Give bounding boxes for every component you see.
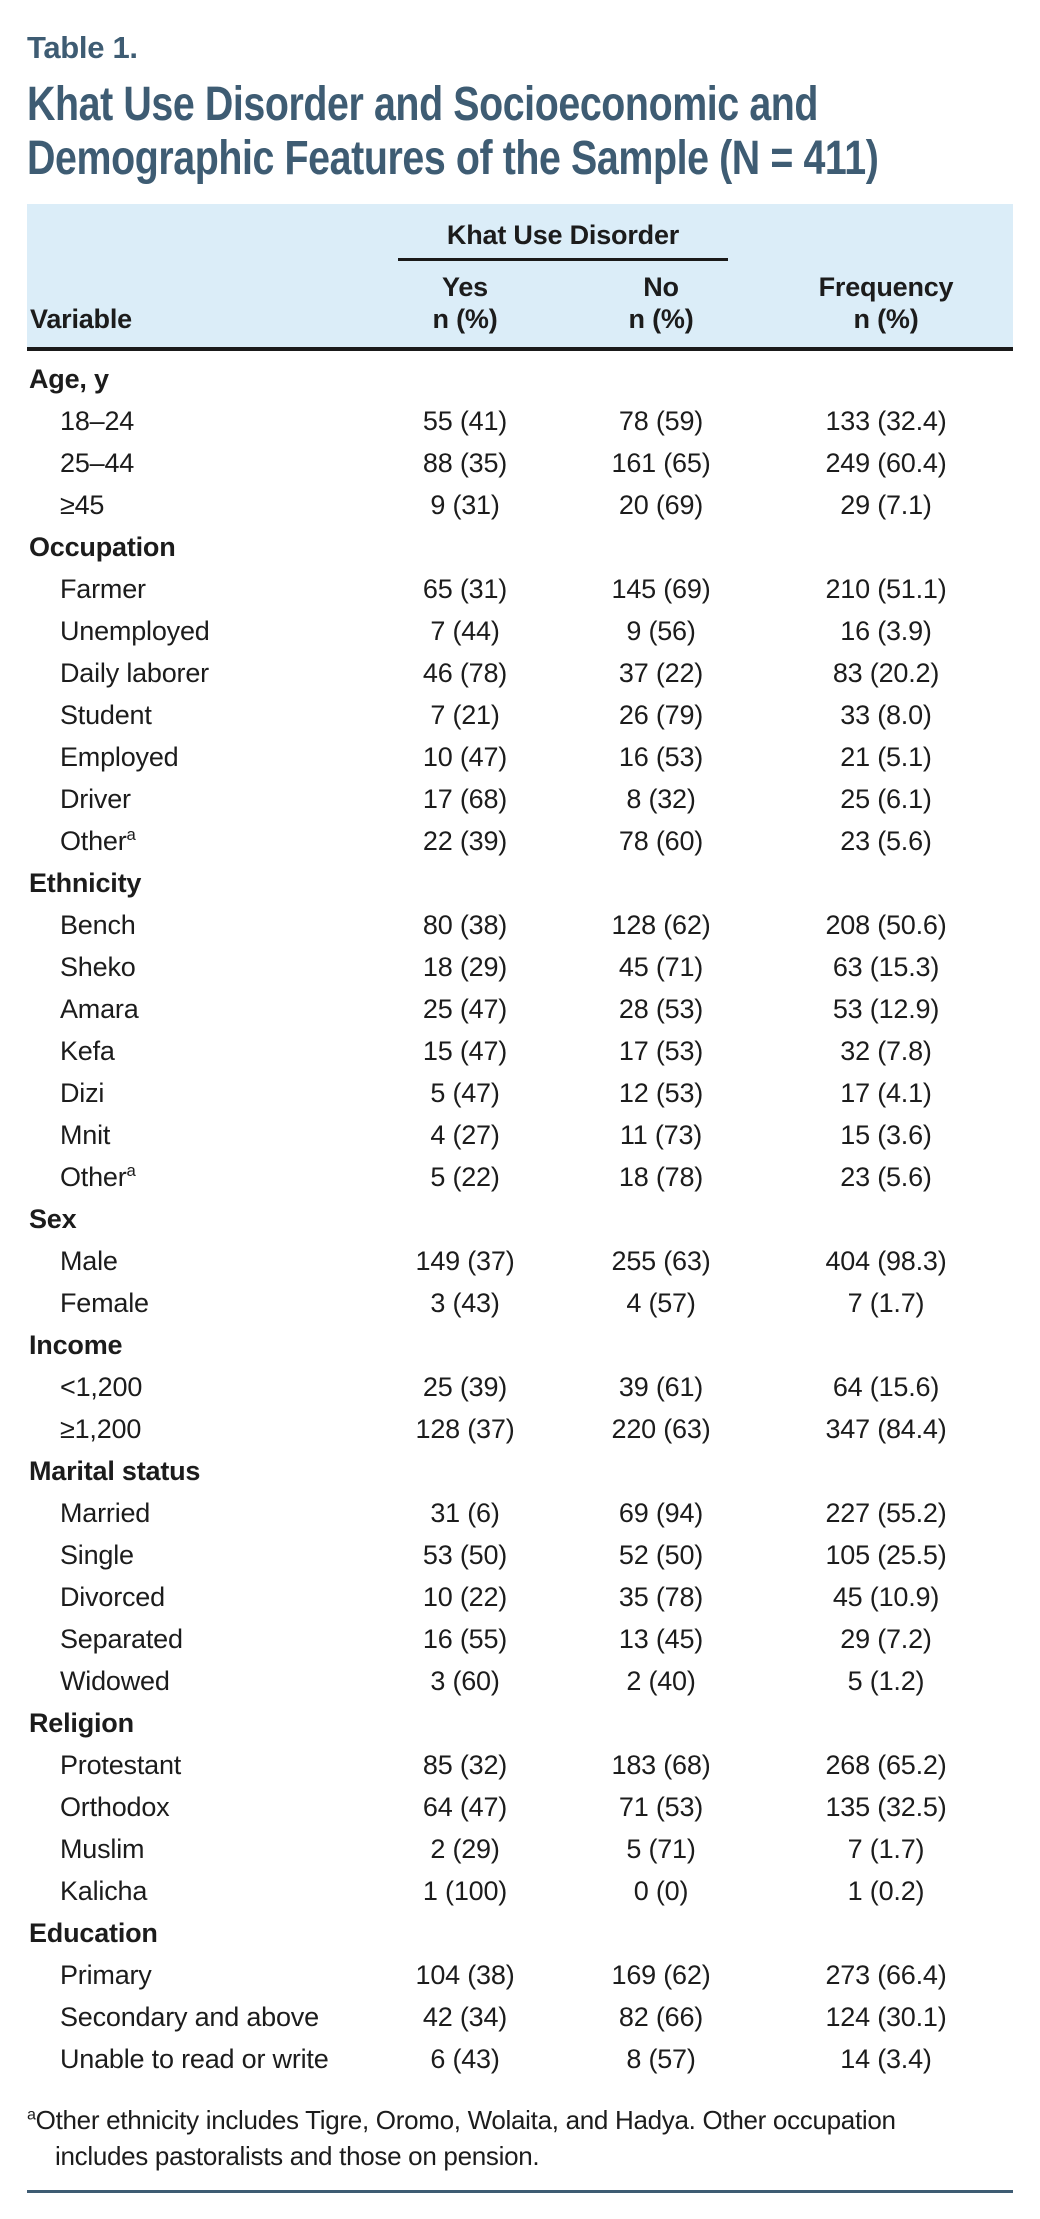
variable-cell <box>27 2002 367 2033</box>
table-row <box>27 1534 1013 1576</box>
no-cell: 82 (66) <box>618 2001 704 2032</box>
spanner-label: Khat Use Disorder <box>446 220 680 250</box>
variable-label: Kalicha <box>60 1875 148 1906</box>
group-label: Age, y <box>29 363 109 394</box>
no-cell: 5 (71) <box>626 1833 696 1864</box>
variable-label: Divorced <box>60 1581 165 1612</box>
yes-cell: 18 (29) <box>422 951 508 982</box>
variable-label: Farmer <box>60 573 146 604</box>
group-label: Education <box>29 1917 158 1948</box>
no-cell: 16 (53) <box>618 741 704 772</box>
frequency-cell: 208 (50.6) <box>825 909 947 940</box>
group-header-row <box>27 1198 1013 1240</box>
variable-label: 18–24 <box>60 405 135 436</box>
yes-cell: 128 (37) <box>415 1413 515 1444</box>
group-label: Ethnicity <box>29 867 142 898</box>
yes-cell: 7 (21) <box>430 699 500 730</box>
frequency-cell: 64 (15.6) <box>832 1371 940 1402</box>
spanner-header <box>367 214 759 261</box>
column-header-frequency: Frequency <box>818 272 954 302</box>
frequency-cell: 7 (1.7) <box>847 1287 925 1318</box>
yes-cell: 25 (47) <box>422 993 508 1024</box>
frequency-cell: 124 (30.1) <box>825 2001 947 2032</box>
table-row <box>27 820 1013 862</box>
variable-cell <box>27 1414 367 1445</box>
yes-cell: 5 (47) <box>430 1077 500 1108</box>
no-cell: 220 (63) <box>611 1413 711 1444</box>
yes-cell: 46 (78) <box>422 657 508 688</box>
group-header-row <box>27 1912 1013 1954</box>
yes-cell: 65 (31) <box>422 573 508 604</box>
variable-label: Employed <box>60 741 179 772</box>
frequency-cell: 53 (12.9) <box>832 993 940 1024</box>
no-cell: 255 (63) <box>611 1245 711 1276</box>
variable-label: <1,200 <box>60 1371 143 1402</box>
frequency-cell: 33 (8.0) <box>840 699 932 730</box>
variable-label: ≥45 <box>60 489 105 520</box>
column-header-yes: Yes <box>442 272 488 302</box>
variable-label: Other <box>60 825 127 856</box>
frequency-cell: 23 (5.6) <box>840 1161 932 1192</box>
table-number-label: Table 1. <box>27 30 138 65</box>
frequency-cell: 404 (98.3) <box>825 1245 947 1276</box>
table-row <box>27 736 1013 778</box>
variable-cell <box>27 1372 367 1403</box>
table-row <box>27 1030 1013 1072</box>
variable-label: Daily laborer <box>60 657 209 688</box>
table-row <box>27 1618 1013 1660</box>
no-cell: 145 (69) <box>611 573 711 604</box>
variable-cell <box>27 1624 367 1655</box>
variable-cell <box>27 1750 367 1781</box>
no-cell: 8 (57) <box>626 2043 696 2074</box>
no-cell: 11 (73) <box>619 1119 703 1150</box>
frequency-cell: 45 (10.9) <box>832 1581 940 1612</box>
no-cell: 20 (69) <box>618 489 704 520</box>
unit-label-no: n (%) <box>628 304 694 334</box>
variable-cell <box>27 448 367 479</box>
variable-cell <box>27 1078 367 1109</box>
variable-label: Kefa <box>60 1035 115 1066</box>
variable-cell <box>27 1540 367 1571</box>
frequency-cell: 5 (1.2) <box>847 1665 925 1696</box>
group-label: Religion <box>29 1707 134 1738</box>
group-label: Income <box>29 1329 123 1360</box>
yes-cell: 10 (47) <box>422 741 508 772</box>
table-row <box>27 1156 1013 1198</box>
yes-cell: 17 (68) <box>422 783 508 814</box>
frequency-cell: 227 (55.2) <box>825 1497 947 1528</box>
unit-label-yes: n (%) <box>432 304 498 334</box>
variable-cell <box>27 1876 367 1907</box>
table-row <box>27 1114 1013 1156</box>
variable-label: Unemployed <box>60 615 210 646</box>
table-body <box>27 351 1013 2080</box>
yes-cell: 80 (38) <box>422 909 508 940</box>
variable-label: Other <box>60 1161 127 1192</box>
frequency-cell: 15 (3.6) <box>840 1119 932 1150</box>
frequency-cell: 29 (7.2) <box>840 1623 932 1654</box>
frequency-cell: 7 (1.7) <box>847 1833 925 1864</box>
no-cell: 2 (40) <box>626 1665 696 1696</box>
yes-cell: 31 (6) <box>430 1497 500 1528</box>
no-cell: 169 (62) <box>611 1959 711 1990</box>
no-cell: 39 (61) <box>618 1371 704 1402</box>
frequency-cell: 83 (20.2) <box>832 657 940 688</box>
variable-cell <box>27 2044 367 2075</box>
frequency-cell: 249 (60.4) <box>825 447 947 478</box>
no-cell: 37 (22) <box>618 657 704 688</box>
variable-cell <box>27 490 367 521</box>
table-row <box>27 1408 1013 1450</box>
table-row <box>27 1492 1013 1534</box>
table-row <box>27 1282 1013 1324</box>
variable-label: 25–44 <box>60 447 135 478</box>
variable-cell <box>27 1792 367 1823</box>
table-row <box>27 1576 1013 1618</box>
group-label: Marital status <box>29 1455 201 1486</box>
table-row <box>27 1240 1013 1282</box>
frequency-cell: 32 (7.8) <box>840 1035 932 1066</box>
frequency-cell: 14 (3.4) <box>840 2043 932 2074</box>
variable-label: Secondary and above <box>60 2001 319 2032</box>
table-row <box>27 1660 1013 1702</box>
table-row <box>27 610 1013 652</box>
frequency-cell: 21 (5.1) <box>840 741 932 772</box>
table-row <box>27 946 1013 988</box>
group-label: Occupation <box>29 531 176 562</box>
variable-cell <box>27 1834 367 1865</box>
yes-cell: 64 (47) <box>422 1791 508 1822</box>
variable-cell <box>27 952 367 983</box>
yes-cell: 149 (37) <box>415 1245 515 1276</box>
variable-cell <box>27 616 367 647</box>
yes-cell: 1 (100) <box>422 1875 508 1906</box>
variable-label: Male <box>60 1245 118 1276</box>
table-row <box>27 988 1013 1030</box>
variable-cell <box>27 742 367 773</box>
variable-cell <box>27 1498 367 1529</box>
variable-cell <box>27 1582 367 1613</box>
yes-cell: 7 (44) <box>430 615 500 646</box>
group-header-row <box>27 862 1013 904</box>
spanner-underline <box>398 258 728 261</box>
variable-cell <box>27 1120 367 1151</box>
table-row <box>27 1366 1013 1408</box>
yes-cell: 2 (29) <box>430 1833 500 1864</box>
no-cell: 45 (71) <box>618 951 704 982</box>
variable-label: Separated <box>60 1623 183 1654</box>
no-cell: 69 (94) <box>618 1497 704 1528</box>
yes-cell: 16 (55) <box>422 1623 508 1654</box>
variable-label: Widowed <box>60 1665 170 1696</box>
table-row <box>27 484 1013 526</box>
variable-cell <box>27 1246 367 1277</box>
no-cell: 52 (50) <box>618 1539 704 1570</box>
frequency-cell: 347 (84.4) <box>825 1413 947 1444</box>
yes-cell: 85 (32) <box>422 1749 508 1780</box>
bottom-rule <box>27 2190 1013 2193</box>
footnote-line1 <box>27 2102 1013 2138</box>
variable-cell <box>27 574 367 605</box>
group-header-row <box>27 526 1013 568</box>
no-cell: 128 (62) <box>611 909 711 940</box>
yes-cell: 88 (35) <box>422 447 508 478</box>
footnote-marker-ref: a <box>126 824 136 844</box>
no-cell: 183 (68) <box>611 1749 711 1780</box>
yes-cell: 9 (31) <box>430 489 500 520</box>
yes-cell: 5 (22) <box>430 1161 500 1192</box>
variable-label: Student <box>60 699 152 730</box>
table-row <box>27 568 1013 610</box>
variable-cell <box>27 910 367 941</box>
table-title-line1: Khat Use Disorder and Socioeconomic and <box>27 78 819 131</box>
variable-label: Orthodox <box>60 1791 170 1822</box>
no-cell: 26 (79) <box>618 699 704 730</box>
variable-label: Female <box>60 1287 149 1318</box>
table-row <box>27 652 1013 694</box>
variable-label: Dizi <box>60 1077 105 1108</box>
variable-cell <box>27 1288 367 1319</box>
frequency-cell: 1 (0.2) <box>847 1875 925 1906</box>
variable-cell <box>27 1666 367 1697</box>
frequency-cell: 17 (4.1) <box>840 1077 932 1108</box>
table-row <box>27 778 1013 820</box>
variable-cell <box>27 784 367 815</box>
frequency-cell: 105 (25.5) <box>825 1539 947 1570</box>
yes-cell: 22 (39) <box>422 825 508 856</box>
table-row <box>27 1072 1013 1114</box>
yes-cell: 3 (43) <box>430 1287 500 1318</box>
no-cell: 161 (65) <box>611 447 711 478</box>
yes-cell: 15 (47) <box>422 1035 508 1066</box>
group-header-row <box>27 1702 1013 1744</box>
footnote-marker: a <box>27 2105 36 2124</box>
no-cell: 78 (60) <box>618 825 704 856</box>
table-title-line2: Demographic Features of the Sample (N = 411) <box>27 132 879 185</box>
column-header-no: No <box>643 272 679 302</box>
table-row <box>27 1744 1013 1786</box>
no-cell: 35 (78) <box>618 1581 704 1612</box>
table-row <box>27 2038 1013 2080</box>
variable-label: Amara <box>60 993 139 1024</box>
variable-label: Protestant <box>60 1749 182 1780</box>
variable-label: Sheko <box>60 951 136 982</box>
no-cell: 13 (45) <box>618 1623 704 1654</box>
yes-cell: 55 (41) <box>422 405 508 436</box>
variable-cell <box>27 994 367 1025</box>
variable-cell <box>27 406 367 437</box>
frequency-cell: 23 (5.6) <box>840 825 932 856</box>
variable-label: Muslim <box>60 1833 145 1864</box>
yes-cell: 42 (34) <box>422 2001 508 2032</box>
no-cell: 12 (53) <box>618 1077 704 1108</box>
frequency-cell: 63 (15.3) <box>832 951 940 982</box>
no-cell: 8 (32) <box>626 783 696 814</box>
yes-cell: 4 (27) <box>430 1119 500 1150</box>
frequency-cell: 135 (32.5) <box>825 1791 947 1822</box>
no-cell: 78 (59) <box>618 405 704 436</box>
table-row <box>27 1996 1013 2038</box>
variable-cell <box>27 1162 367 1193</box>
footnote-text-line1: Other ethnicity includes Tigre, Oromo, Wolaita, and Hadya. Other occupation <box>35 2105 896 2135</box>
variable-label: Primary <box>60 1959 152 1990</box>
table-row <box>27 400 1013 442</box>
variable-label: Single <box>60 1539 134 1570</box>
footnote-line2: includes pastoralists and those on pension. <box>55 2141 540 2171</box>
table-row <box>27 1828 1013 1870</box>
no-cell: 17 (53) <box>618 1035 704 1066</box>
column-header-variable: Variable <box>30 304 132 334</box>
variable-cell <box>27 1036 367 1067</box>
variable-label: Driver <box>60 783 131 814</box>
no-cell: 9 (56) <box>626 615 696 646</box>
yes-cell: 25 (39) <box>422 1371 508 1402</box>
frequency-cell: 29 (7.1) <box>840 489 932 520</box>
variable-cell <box>27 700 367 731</box>
table-row <box>27 904 1013 946</box>
no-cell: 18 (78) <box>618 1161 704 1192</box>
table-row <box>27 442 1013 484</box>
variable-label: Bench <box>60 909 136 940</box>
group-header-row <box>27 358 1013 400</box>
yes-cell: 3 (60) <box>430 1665 500 1696</box>
variable-label: Mnit <box>60 1119 111 1150</box>
table-row <box>27 694 1013 736</box>
no-cell: 4 (57) <box>626 1287 696 1318</box>
no-cell: 28 (53) <box>618 993 704 1024</box>
table-row <box>27 1954 1013 1996</box>
no-cell: 71 (53) <box>618 1791 704 1822</box>
variable-cell <box>27 1960 367 1991</box>
frequency-cell: 25 (6.1) <box>840 783 932 814</box>
unit-label-frequency: n (%) <box>853 304 919 334</box>
yes-cell: 10 (22) <box>422 1581 508 1612</box>
group-label: Sex <box>29 1203 77 1234</box>
frequency-cell: 133 (32.4) <box>825 405 947 436</box>
no-cell: 0 (0) <box>633 1875 689 1906</box>
frequency-cell: 210 (51.1) <box>825 573 947 604</box>
yes-cell: 6 (43) <box>430 2043 500 2074</box>
table-row <box>27 1870 1013 1912</box>
variable-cell <box>27 826 367 857</box>
yes-cell: 104 (38) <box>415 1959 515 1990</box>
variable-label: ≥1,200 <box>60 1413 142 1444</box>
frequency-cell: 16 (3.9) <box>840 615 932 646</box>
table-row <box>27 1786 1013 1828</box>
table-title <box>27 78 1013 186</box>
group-header-row <box>27 1324 1013 1366</box>
frequency-cell: 268 (65.2) <box>825 1749 947 1780</box>
frequency-cell: 273 (66.4) <box>825 1959 947 1990</box>
footnote <box>27 2102 1013 2174</box>
yes-cell: 53 (50) <box>422 1539 508 1570</box>
variable-label: Unable to read or write <box>60 2043 329 2074</box>
footnote-marker-ref: a <box>126 1160 136 1180</box>
group-header-row <box>27 1450 1013 1492</box>
variable-cell <box>27 658 367 689</box>
variable-label: Married <box>60 1497 151 1528</box>
table-header <box>27 204 1013 347</box>
